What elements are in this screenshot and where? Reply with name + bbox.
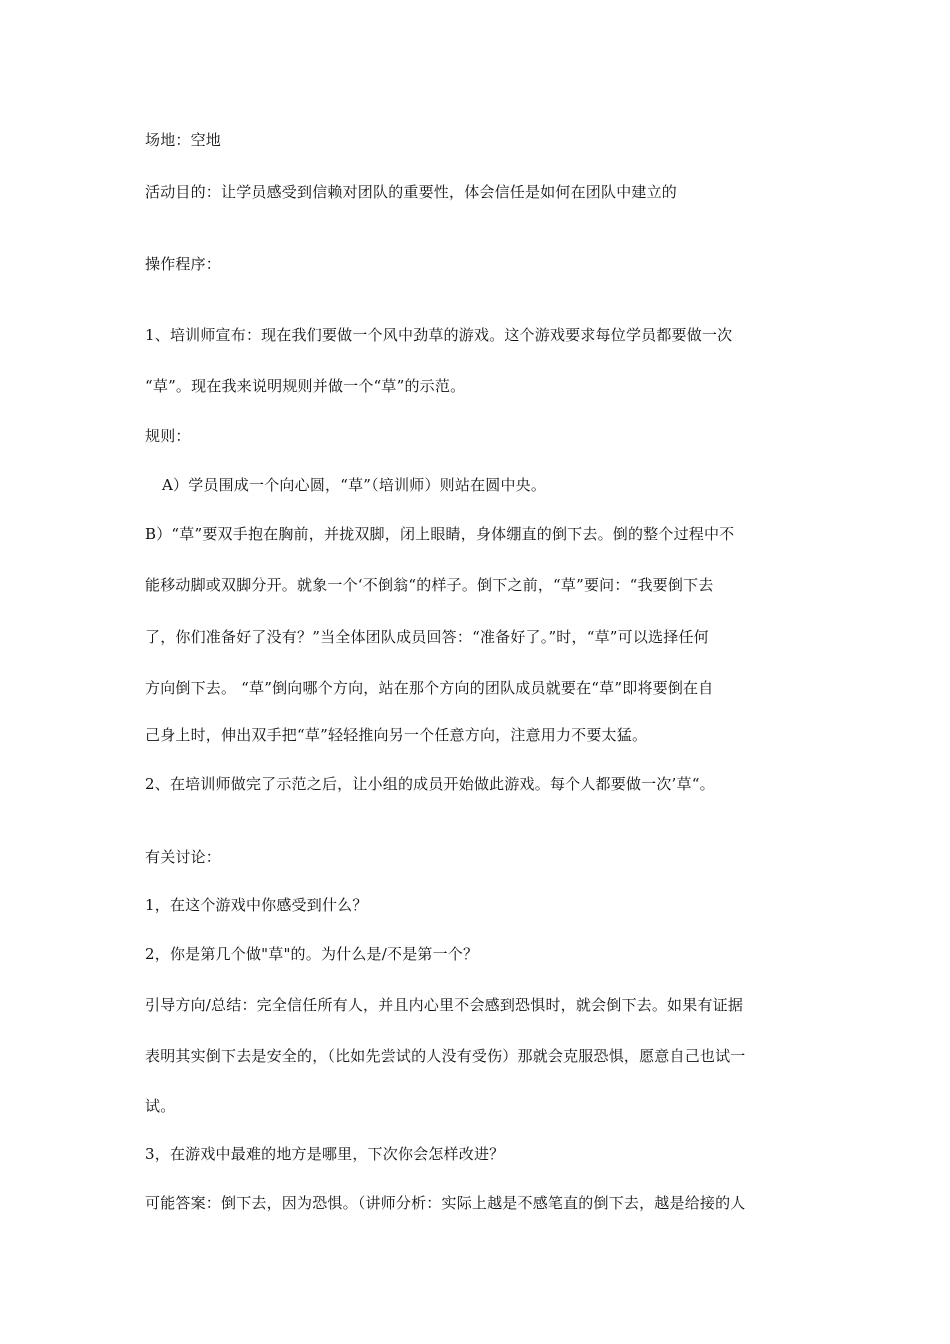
question-1: 1，在这个游戏中你感受到什么？ (145, 896, 368, 914)
rule-b-line-3: 了，你们准备好了没有？”当全体团队成员回答：“准备好了。”时，“草”可以选择任何 (145, 628, 709, 646)
possible-answer-line: 可能答案：倒下去，因为恐惧。（讲师分析：实际上越是不感笔直的倒下去，越是给接的人 (145, 1194, 746, 1212)
rules-heading: 规则： (145, 427, 191, 445)
purpose-line: 活动目的：让学员感受到信赖对团队的重要性，体会信任是如何在团队中建立的 (145, 183, 678, 201)
rule-a: A）学员围成一个向心圆，“草”（培训师）则站在圆中央。 (162, 476, 547, 494)
step-1-line-2: “草”。现在我来说明规则并做一个“草”的示范。 (145, 377, 466, 395)
venue-line: 场地：空地 (145, 131, 222, 149)
question-3: 3，在游戏中最难的地方是哪里，下次你会怎样改进？ (145, 1145, 505, 1163)
step-1-line-1: 1、培训师宣布：现在我们要做一个风中劲草的游戏。这个游戏要求每位学员都要做一次 (145, 326, 733, 344)
rule-b-line-2: 能移动脚或双脚分开。就象一个‘不倒翁“的样子。倒下之前，“草”要问：“我要倒下去 (145, 576, 714, 594)
rule-b-line-5: 己身上时，伸出双手把“草”轻轻推向另一个任意方向，注意用力不要太猛。 (145, 726, 648, 744)
rule-b-line-1: B）“草”要双手抱在胸前，并拢双脚，闭上眼睛，身体绷直的倒下去。倒的整个过程中不 (145, 525, 735, 543)
summary-line-2: 表明其实倒下去是安全的，（比如先尝试的人没有受伤）那就会克服恐惧，愿意自己也试一 (145, 1047, 746, 1065)
question-2: 2，你是第几个做"草"的。为什么是/不是第一个？ (145, 945, 479, 963)
procedure-heading: 操作程序： (145, 255, 222, 273)
summary-line-3: 试。 (145, 1097, 176, 1115)
discussion-heading: 有关讨论： (145, 848, 222, 866)
rule-b-line-4: 方向倒下去。 “草”倒向哪个方向，站在那个方向的团队成员就要在“草”即将要倒在自 (145, 679, 714, 697)
step-2-line: 2、在培训师做完了示范之后，让小组的成员开始做此游戏。每个人都要做一次’草“。 (145, 775, 715, 793)
summary-line-1: 引导方向/总结：完全信任所有人，并且内心里不会感到恐惧时，就会倒下去。如果有证据 (145, 996, 744, 1014)
